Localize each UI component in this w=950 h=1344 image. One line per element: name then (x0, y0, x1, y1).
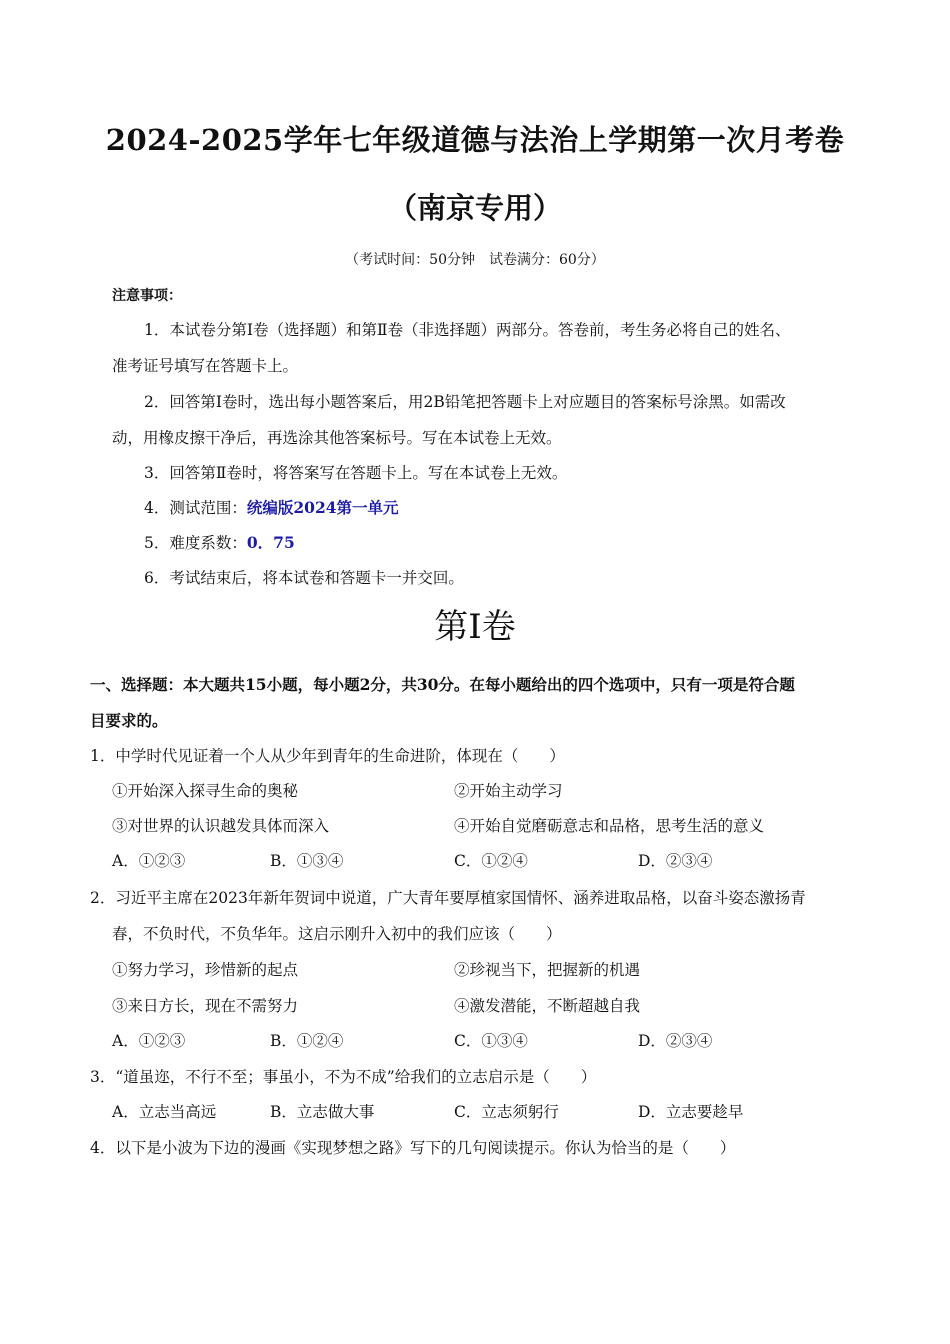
q1-option-b: B．①③④ (270, 852, 344, 870)
q1-option-c: C．①②④ (454, 852, 528, 870)
q2-item-3: ③来日方长，现在不需努力 (112, 997, 299, 1015)
note-5-label: 5．难度系数： (144, 534, 247, 552)
q3-option-c: C．立志须躬行 (454, 1103, 559, 1121)
q1-item-3: ③对世界的认识越发具体而深入 (112, 817, 330, 835)
note-5-value: 0．75 (246, 533, 295, 552)
section-heading-line-2: 目要求的。 (90, 711, 168, 730)
notes-heading: 注意事项： (112, 288, 182, 304)
q2-option-b: B．①②④ (270, 1032, 344, 1050)
q1-item-1: ①开始深入探寻生命的奥秘 (112, 782, 299, 800)
note-5 (144, 531, 295, 555)
q1-item-4: ④开始自觉磨砺意志和品格，思考生活的意义 (454, 817, 765, 835)
q1-item-2: ②开始主动学习 (454, 782, 563, 800)
q2-option-a: A．①②③ (112, 1032, 186, 1050)
volume-title: 第Ⅰ卷 (434, 607, 516, 647)
page-title: 2024-2025学年七年级道德与法治上学期第一次月考卷 (105, 123, 845, 157)
note-6: 6．考试结束后，将本试卷和答题卡一并交回。 (144, 569, 464, 587)
question-3-stem: 3．“道虽迩，不行不至；事虽小，不为不成”给我们的立志启示是（ ） (90, 1068, 597, 1086)
note-3: 3．回答第Ⅱ卷时，将答案写在答题卡上。写在本试卷上无效。 (144, 464, 568, 482)
question-4-stem: 4．以下是小波为下边的漫画《实现梦想之路》写下的几句阅读提示。你认为恰当的是（ ） (90, 1139, 736, 1157)
q2-item-2: ②珍视当下，把握新的机遇 (454, 961, 641, 979)
note-1-line-1: 1．本试卷分第Ⅰ卷（选择题）和第Ⅱ卷（非选择题）两部分。答卷前，考生务必将自己的姓名、 (144, 321, 791, 339)
note-4-label: 4．测试范围： (144, 499, 247, 517)
note-2-line-2: 动，用橡皮擦干净后，再选涂其他答案标号。写在本试卷上无效。 (112, 429, 562, 447)
q2-option-c: C．①③④ (454, 1032, 528, 1050)
note-2-line-1: 2．回答第Ⅰ卷时，选出每小题答案后，用2B铅笔把答题卡上对应题目的答案标号涂黑。如需改 (144, 393, 786, 411)
note-1-line-2: 准考证号填写在答题卡上。 (112, 357, 299, 375)
question-1-stem: 1．中学时代见证着一个人从少年到青年的生命进阶，体现在（ ） (90, 747, 565, 765)
q1-option-a: A．①②③ (112, 852, 186, 870)
q3-option-a: A．立志当高远 (112, 1103, 217, 1121)
q2-item-4: ④激发潜能，不断超越自我 (454, 997, 641, 1015)
q3-option-b: B．立志做大事 (270, 1103, 375, 1121)
question-2-stem-line-2: 春，不负时代，不负华年。这启示刚升入初中的我们应该（ ） (112, 925, 562, 943)
q1-option-d: D．②③④ (638, 852, 713, 870)
note-4 (144, 496, 399, 520)
note-4-value: 统编版2024第一单元 (246, 498, 399, 517)
section-heading-line-1: 一、选择题：本大题共15小题，每小题2分，共30分。在每小题给出的四个选项中，只有一项是符合题 (90, 675, 795, 694)
question-2-stem-line-1: 2．习近平主席在2023年新年贺词中说道，广大青年要厚植家国情怀、涵养进取品格，以奋斗姿态激扬青 (90, 889, 806, 907)
q2-option-d: D．②③④ (638, 1032, 713, 1050)
page-subtitle: （南京专用） (387, 191, 562, 225)
q2-item-1: ①努力学习，珍惜新的起点 (112, 961, 299, 979)
exam-meta: （考试时间：50分钟 试卷满分：60分） (345, 252, 605, 268)
q3-option-d: D．立志要趁早 (638, 1103, 744, 1121)
